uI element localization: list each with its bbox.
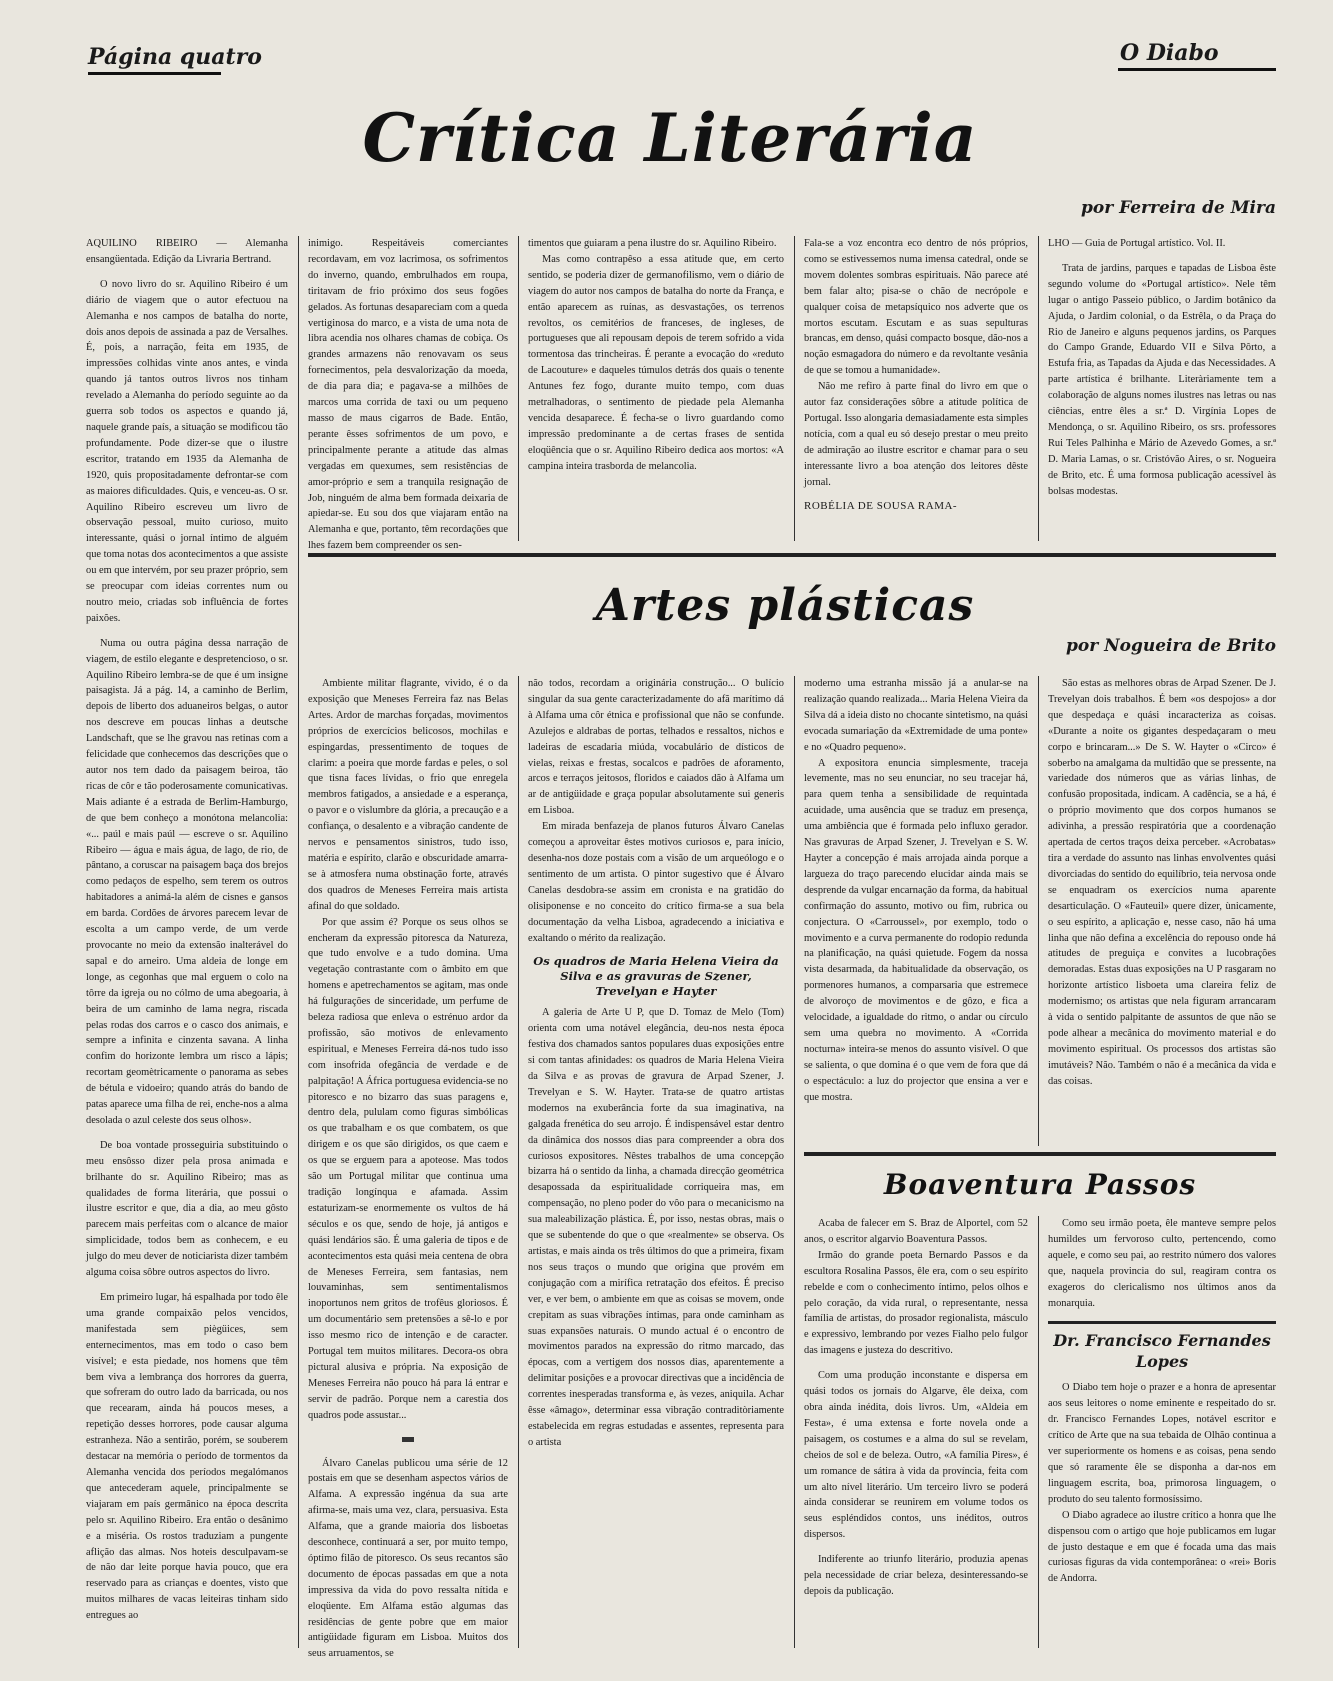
paragraph: Não me refiro à parte final do livro em que o autor faz considerações sôbre a atitude política de Portugal. Isso alongaria demasiadamente esta simples notícia, com a qual eu só desejo prestar o meu preito de admiração ao ilustre escritor e chamar para o seu interessante livro a boa atenção dos leitores dêste jornal. bbox=[804, 381, 1028, 488]
paragraph: Ambiente militar flagrante, vivido, é o da exposição que Meneses Ferreira faz nas Belas Artes. Ardor de marchas forçadas, movimentos próprios de exercícios belicosos, mochilas e espingardas, pressentimento de toques de clarim: a poeira que morde fardas e peles, o sol que tisna faces lívidas, o frio que enregela membros fatigados, a ansiedade e a esperança, o pavor e o vislumbre da glória, a precaução e a confiança, o desalento e a vibração candente de nervos e pensamentos sinistros, tudo isso, matéria e espírito, clarão e obscuridade amarra-se à atmosfera numa obstinação forte, através dos quadros de Meneses Ferreira mais artista afinal do que soldado. bbox=[308, 678, 508, 912]
paragraph: moderno uma estranha missão já a anular-se na realização quando realizada... Maria Helena Vieira da Silva dá a ideia disto no chocante sintetismo, na quási evocada sumariação da «Extremidade de uma ponte» e no «Quadro pequeno». bbox=[804, 678, 1028, 753]
column-rule bbox=[518, 236, 519, 541]
boaventura-title: Boaventura Passos bbox=[883, 1168, 1197, 1201]
column-rule bbox=[1038, 1216, 1039, 1648]
paragraph: Mas como contrapêso a essa atitude que, em certo sentido, se poderia dizer de germanofilismo, vem o diário de viagem do autor nos campos de batalha do norte da França, e então aparecem as ruínas, as desvastações, os terrenos revoltos, os cemitérios de franceses, de ingleses, de portugueses que ali repousam depois de terem sofrido a vida tormentosa das trincheiras. É perante a evocação do «reduto de Lacouture» e daqueles túmulos detrás dos quais o tenente Antunes fez fogo, durante muito tempo, com duas metralhadoras, o sentimento de piedade pela Alemanha vencida desaparece. É fecha-se o livro guardando como impressão predominante a de certas frases de sentida eloqüência que o sr. Aquilino Ribeiro dedica aos mortos: «A campina inteira trasborda de melancolia. bbox=[528, 253, 784, 472]
artes-column-2 bbox=[528, 676, 784, 1648]
critica-column-4 bbox=[804, 236, 1028, 541]
author-name: ROBÉLIA DE SOUSA RAMA- bbox=[804, 499, 958, 512]
column-rule bbox=[518, 676, 519, 1648]
section-rule bbox=[804, 1152, 1276, 1156]
column-rule bbox=[794, 676, 795, 1648]
page-number-label: Página quatro bbox=[88, 44, 262, 70]
artes-title: Artes plásticas bbox=[595, 580, 975, 631]
paragraph: De boa vontade prosseguiria substituindo o meu ensôsso dizer pela prosa animada e brilhante do sr. Aquilino Ribeiro; mas as qualidades de forma literária, que possui o ilustre escritor e que, dia a dia, ao meu gôsto parecem mais perfeitas com o alcance de maior simplicidade, todos bem as conhecem, e eu julgo do meu dever de noticiarista dizer também alguma coisa sôbre outros aspectos do livro. bbox=[86, 1139, 288, 1279]
paragraph: O Diabo tem hoje o prazer e a honra de apresentar aos seus leitores o nome eminente e respeitado do sr. dr. Francisco Fernandes Lopes, notável escritor e crítico de Arte que na sua tebaida de Olhão continua a ver superiormente os homens e as coisas, pena sendo que só raramente êle se disponha a dar-nos em linguagem escrita, boa, primorosa linguagem, o produto do seu talento formosíssimo. bbox=[1048, 1382, 1276, 1505]
section-rule bbox=[308, 553, 1276, 557]
paragraph: inimigo. Respeitáveis comerciantes recordavam, em voz lacrimosa, os sofrimentos do inverno, quando, embrulhados em roupa, tiritavam de frio próximo dos seus fogões gelados. As fortunas desapareciam com a queda vertiginosa do marco, e a vista de uma nota de libra acendia nos olhares chamas de cobiça. Os grandes armazens não renovavam os seus fornecimentos, pela desvalorização da moeda, de dia para dia; e pagava-se a milhões de marcos uma corrida de taxi ou um pequeno masso de maus cigarros de Bade. Então, perante êsses sofrimentos de um povo, e principalmente perante a atitude das almas vergadas em quexumes, sem resistências de amor-próprio e sem a tranquila resignação de Job, ninguém de alma bem formada deixaria de apiedar-se. Eu sou dos que viajaram então na Alemanha e que, portanto, têm recordações que lhes fazem bem compreender os sen- bbox=[308, 238, 508, 552]
header-rule-right bbox=[1118, 68, 1276, 71]
critica-title: Crítica Literária bbox=[362, 99, 978, 177]
paragraph: Acaba de falecer em S. Braz de Alportel, com 52 anos, o escritor algarvio Boaventura Passos. bbox=[804, 1218, 1028, 1245]
paragraph: não todos, recordam a originária construção... O bulício singular da sua gente caracterizadamente do afã marítimo dá à Alfama uma côr étnica e profissional que não se confunde. Azulejos e aldrabas de portas, telhados e ressaltos, nichos e ladeiras de escadaria miúda, vocabulário de dísticos de vielas, reixas e frestas, socalcos e padrões de aforamento, arcos e terraços jeitosos, floridos e caiados dão à Alfama um ar de antigüidade e graça popular absolutamente sui generis em Lisboa. bbox=[528, 678, 784, 817]
critica-column-1 bbox=[86, 236, 288, 1648]
paragraph: Por que assim é? Porque os seus olhos se encheram da expressão pitoresca da Natureza, que tudo envolve e a tudo domina. Uma vegetação contrastante com o âmbito em que homens e apetrechamentos se agitam, mas onde há fulgurações de sinceridade, um perfume de beleza radiosa que enleva o estrénuo ardor da profissão, são motivos de enlevamento espiritual, e Meneses Ferreira dá-nos tudo isso com insofrida ofegância de verdade e de palpitação! A África portuguesa evidencia-se no pitoresco e no bizarro das suas paragens e, dentro dela, pululam como figuras simbólicas os que trabalham e os que combatem, os que dirigem e os que são dirigidos, os que caem e os que se erguem para a apoteose. Mas todos são um Portugal militar que continua uma tradição longínqua e afamada. Assim estaturizam-se enormemente os vultos de há séculos e os que, sendo de hoje, já antigos e quási lendários são. É uma galeria de tipos e de acontecimentos esta quási meia centena de obra de Meneses Ferreira, sem fantasias, nem louvaminhas, sem sentimentalismos inoportunos nem gritos de trofêus gloriosos. É um documentário sem pretensões a sê-lo e por isso mesmo rico de intenção e de caracter. Portugal tem muitos militares. Decora-os obra pictural alusiva e própria. Na exposição de Meneses Ferreira não pouco há para lá entrar e servir de padrão. Porque nem a carestia dos quadros pode assustar... bbox=[308, 916, 508, 1421]
paragraph: timentos que guiaram a pena ilustre do sr. Aquilino Ribeiro. bbox=[528, 238, 777, 249]
paragraph: Numa ou outra página dessa narração de viagem, de estilo elegante e despretencioso, o sr. Aquilino Ribeiro lembra-se de que é um insigne paisagista. Já a pág. 14, a caminho de Berlim, depois de liberto dos aduaneiros belgas, o autor nos descreve em poucas linhas a deutsche Landschaft, que se lhe gravou nas retinas com a felicidade que conhecemos das descrições que o autor nos tem dado da paisagem beiroa, tão ricas de côr e tão poderosamente comunicativas. Mais adiante é a estrada de Berlim-Hamburgo, de que bem conheço a monótona melancolia: «... paúl e mais paúl — escreve o sr. Aquilino Ribeiro — água e mais água, de lago, de rio, de pântano, a coruscar na paisagem baça dos brejos como pedaços de espelho, sem terem os outros habitadores a animá-la além de cisnes e gansos em barda. Cordões de árvores parecem levar de escolta a um campo verde, de um verde provocante no meio da extensão inalterável do sapal e do arneiro. Uma aldeia de longe em longe, as cegonhas que mal erguem o colo na tôrre da igreja ou no cólmo de uma abegoaria, à beira de um caminho de lama negra, riscada pelas rodas dos carros e o casco dos animais, e sempre a infinita e cinzenta savana. A linha confim do horizonte lembra um risco a lápis; recortam geomètricamente o panorama as sebes de bétula e vidoeiro; quando atrás do bando de patas aparece uma filha de rei, enche-nos a alma desolada o azul celeste dos seus olhos». bbox=[86, 637, 288, 1126]
critica-byline: por Ferreira de Mira bbox=[1080, 198, 1276, 218]
artes-column-3 bbox=[804, 676, 1028, 1146]
column-rule bbox=[1038, 236, 1039, 541]
paragraph: Álvaro Canelas publicou uma série de 12 postais em que se desenham aspectos vários de Alfama. A expressão ingénua da sua arte afirma-se, mais uma vez, clara, persuasiva. Esta Alfama, que a grande maioria dos lisboetas desconhece, continuará a ser, por muito tempo, óptimo filão de pitoresco. Os seus recantos são documento de épocas passadas em que a nota impressiva da vida do povo ressalta nítida e eloqüente. Em Alfama estão algumas das residências de gente pobre que em maior antigüidade figuram em Lisboa. Muitos dos seus arruamentos, se bbox=[308, 1457, 508, 1660]
paragraph: AQUILINO RIBEIRO — Alemanha ensangüentada. Edição da Livraria Bertrand. bbox=[86, 238, 288, 265]
artes-byline: por Nogueira de Brito bbox=[1066, 636, 1276, 656]
paragraph: Em primeiro lugar, há espalhada por todo êle uma grande compaixão pelos vencidos, manifestada sem piègüices, sem enternecimentos, mas em todo o caso bem visível; e esta piedade, nos homens que têm bem viva a lembrança dos horrores da guerra, que sofreram do outro lado da barricada, ou nos que recearam, ainda há poucos meses, a repetição desses horrores, pode causar alguma estranheza. Não a sentirão, porém, se souberem destacar na memória o período de tormentos da Alemanha vencida dos períodos megalómanos que antecederam aquele, principalmente se viajaram em país germânico na época descrita pelo sr. Aquilino Ribeiro. Era então o desânimo e a miséria. Os rostos traduziam a pungente aflição das almas. Nos hoteis desculpavam-se de não dar leite porque havia pouco, que era reservado para as crianças e doentes, visto que muitos milhares de vacas leiteiras tinham sido entregues ao bbox=[86, 1292, 288, 1622]
critica-column-3 bbox=[528, 236, 784, 541]
paragraph: Irmão do grande poeta Bernardo Passos e da escultora Rosalina Passos, êle era, com o seu espírito rebelde e com o conhecimento íntimo, pelos olhos e pelo coração, da vida rural, o representante, nessa família de artistas, do prosador regionalista, másculo e expressivo, lembrando por vezes Fialho pelo fulgor das imagens e justeza do descritivo. bbox=[804, 1249, 1028, 1357]
paragraph: Indiferente ao triunfo literário, produzia apenas pela necessidade de criar beleza, desinteressando-se depois da publicação. bbox=[804, 1554, 1028, 1597]
paragraph: Como seu irmão poeta, êle manteve sempre pelos humildes um fervoroso culto, pertencendo, como aquele, e como seu pai, ao restrito número dos valores que, naquela provincia do sul, reagiram contra os exageros do clericalismo nos últimos anos da monarquia. bbox=[1048, 1218, 1276, 1309]
critica-column-5 bbox=[1048, 236, 1276, 541]
header-rule-left bbox=[88, 72, 221, 75]
paragraph: O novo livro do sr. Aquilino Ribeiro é um diário de viagem que o autor efectuou na Alemanha e nos campos de batalha do norte, dois anos depois de assinada a paz de Versalhes. É, pois, a narração, feita em 1935, de impressões colhidas vinte anos antes, e vinda quando já tantos outros livros nos tinham revelado a Alemanha do período seguinte ao da guerra sob todos os aspectos e quando já, naquele grande país, a situação se modificou tão profundamente. Pode dizer-se que o ilustre escritor, tratando em 1935 da Alemanha de 1920, quis propositadamente defrontar-se com as maiores dificuldades. Quis, e venceu-as. O sr. Aquilino Ribeiro escreveu um livro de observação pessoal, muito curioso, muito interessante, quási o jornal íntimo de alguém que toma notas dos acontecimentos a que assiste ou em que intervém, por seu prazer próprio, sem se preocupar com ideias correntes num ou noutro meio, criadas sob influência de fortes paixões. bbox=[86, 278, 288, 624]
paragraph: Com uma produção inconstante e dispersa em quási todos os jornais do Algarve, êle deixa, com obra ainda inédita, dois livros. Um, «Aldeia em Festa», é uma extensa e forte novela onde a paisagem, os costumes e a alma do sul se revelam, cheios de sol e de beleza. Outro, «A família Pires», é um romance de sátira à vida da província, feita com um alto nível literário. Um terceiro livro se poderá ainda considerar se reunirem em volume todos os seus espléndidos contos, uns inéditos, outros dispersos. bbox=[804, 1370, 1028, 1541]
separator-mark bbox=[308, 1432, 508, 1448]
boaventura-column-1 bbox=[804, 1216, 1028, 1648]
column-rule bbox=[794, 236, 795, 541]
boaventura-column-2 bbox=[1048, 1216, 1276, 1648]
lopes-title: Dr. Francisco Fernandes Lopes bbox=[1053, 1331, 1271, 1372]
paragraph: Trata de jardins, parques e tapadas de Lisboa êste segundo volume do «Portugal artístico». Nele têm lugar o antigo Passeio público, o Jardim botânico da Ajuda, o Jardim colonial, o da Estrêla, o da Praça do Rio de Janeiro e alguns pequenos jardins, os Parques do Campo Grande, Eduardo VII e Silva Pôrto, a Estufa fria, as Tapadas da Ajuda e das Necessidades. A parte artística é brilhante. Literàriamente tem a colaboração de alguns nomes ilustres nas letras ou nas ciências, entre êles a sr.ª D. Virgínia Lopes de Mendonça, o sr. Aquilino Ribeiro, os srs. professores Rui Teles Palhinha e Mário de Azevedo Gomes, a sr.ª D. Maria Lamas, o sr. Cristóvão Aires, o sr. Nogueira de Brito, etc. É uma formosa publicação acessível às bolsas modestas. bbox=[1048, 262, 1276, 497]
paragraph: Em mirada benfazeja de planos futuros Álvaro Canelas começou a aproveitar êstes motivos curiosos e, para início, desenha-nos doze postais com a visão de um arqueólogo e o sentimento de um artista. O pintor sugestivo que é Álvaro Canelas desdobra-se assim em cronista e na gratidão do olisiponense e no conceito do crítico firma-se a sua bela documentação da velha Lisboa, agradecendo a iniciativa e exaltando o mérito da realização. bbox=[528, 821, 784, 944]
artes-column-4 bbox=[1048, 676, 1276, 1146]
section-rule bbox=[1048, 1321, 1276, 1324]
column-rule bbox=[1038, 676, 1039, 1146]
paragraph: LHO — Guia de Portugal artístico. Vol. II. bbox=[1048, 238, 1226, 249]
paragraph: A galeria de Arte U P, que D. Tomaz de Melo (Tom) orienta com uma notável elegância, deu-nos nesta época festiva dos chamados santos populares duas exposições entre si com tantas afinidades: os quadros de Maria Helena Vieira da Silva e as provas de gravura de Arpad Szener, J. Trevelyan e S. W. Hayter. Trata-se de quatro artistas modernos na exuberância forte da sua imaginativa, na galgada frenética do seu arrojo. É indispensável estar dentro da dinâmica dos nossos dias para compreender a obra dos curiosos expositores. Nêstes trabalhos de uma concepção bizarra há o sentido da linha, a chamada direcção geométrica desapossada da espiritualidade corriqueira mas, em compensação, no pleno poder do vôo para o mecanicismo na sua maleabilização plástica. É, por isso, nestas obras, mais o que se subentende do que o que «realmente» se observa. Os artistas, e mais ainda os três últimos do que a primeira, fixam nos seus traços o mundo que origina que provém em conjugação com a mirífica retratação dos efeitos. É preciso ver, e ver bem, o ambiente em que as coisas se movem, onde crepitam as suas vibrações íntimas, para onde caminham as suas expansões naturais. O mundo actual é o encontro de movimentos parados na expressão do ritmo marcado, das épocas, com a vertigem dos nossos dias, aparentemente a delimitar posições e a provocar directivas que a incidência de correntes inesperadas transforma e, às vezes, aniquila. Achar êsse «âmago», determinar essa vibração contraditòriamente estabelecida em regras estudadas e assentes, representa para o artista bbox=[528, 1007, 784, 1448]
paragraph: São estas as melhores obras de Arpad Szener. De J. Trevelyan dois trabalhos. É bem «os despojos» a dor que despedaça e quási incaracteriza as coisas. «Durante a noite os gigantes despedaçaram o meu corpo e brincaram...» De S. W. Hayter o «Circo» é soberbo na amalgama da multidão que se pressente, na variedade dos números que as várias linhas, de confusão propositada, indicam. A cadência, se a há, é o próprio movimento que dos corpos humanos se adivinha, a pressão respiratória que a coordenação apertada de certos traços deixa perceber. «Acrobatas» tira a verdade do assunto nas linhas envolventes quási divorciadas do sentido do equilíbrio, teia nervosa onde se enquadram os exercícios numa aparente desarticulação. O «Fauteuil» quere dizer, ùnicamente, o seu espírito, a aplicação e, nesse caso, não há uma linha que não defina a excelência do repouso onde há atitudes de preguiça e convites a lucobrações demoradas. Estas duas exposições na U P rasgaram no horizonte artístico lisboeta uma clareira feliz de modernismo; os artistas que nela figuram arrancaram à vida o sentido palpitante de assuntos de que não se pode alhear a mecânica do movimento material e do movimento espiritual. Os processos dos artistas são imutáveis? Não. Também o não é a mecânica da vida e das coisas. bbox=[1048, 678, 1276, 1087]
artes-column-1 bbox=[308, 676, 508, 1660]
newspaper-name: O Diabo bbox=[1120, 40, 1219, 66]
paragraph: O Diabo agradece ao ilustre crítico a honra que lhe dispensou com o artigo que hoje publicamos em lugar de justo destaque e em que é focada uma das mais curiosas figuras da vida contemporânea: o «rei» Boris de Andorra. bbox=[1048, 1509, 1276, 1585]
critica-column-2 bbox=[308, 236, 508, 552]
artes-subheading: Os quadros de Maria Helena Vieira da Silva e as gravuras de Szener, Trevelyan e Hayter bbox=[533, 954, 779, 999]
paragraph: A expositora enuncia simplesmente, traceja levemente, mas no seu enunciar, no seu tracejar há, para quem tenha a sensibilidade de requintada acuidade, uma ausência que se traduz em presença, uma ambiência que é formada pelo influxo gerador. Nas gravuras de Arpad Szener, J. Trevelyan e S. W. Hayter a concepção é mais arrojada ainda porque a largueza do traço parecendo elucidar ainda mais se desprende da vulgar encarnação da forma, da habitual confirmação do assunto, motivo ou fim, rubrica ou conjectura. O «Carroussel», por exemplo, todo o movimento e a curva permanente do rodopio redunda na planificação, na quási quietude. Fogem da nossa vista desarmada, da habitualidade da observação, os pormenores humanos, a comparsaria que estremece de alvoroço de movimentos e de gôzo, e fica a velocidade, a igualdade do ritmo, o andar ou círculo sem uma quebra no movimento. A «Corrida nocturna» inteira-se menos do assunto visível. O que se salienta, o que domina é o que vem de fora que dá o espectáculo: a luz do projector que ensina a ver e que mostra. bbox=[804, 757, 1028, 1103]
column-rule bbox=[298, 236, 299, 1648]
paragraph: Fala-se a voz encontra eco dentro de nós próprios, como se estivessemos numa imensa catedral, onde se movem dolentes sombras espirituais. Não parece até bem falar alto; pisa-se o chão de necrópole e qualquer coisa de metapsíquico nos adverte que os mortos escutam. Escutam e as suas sepulturas brancas, em denso, quási compacto bosque, dão-nos a noção esmagadora do número e da revoltante vesânia de que se tomou a humanidade». bbox=[804, 238, 1028, 377]
